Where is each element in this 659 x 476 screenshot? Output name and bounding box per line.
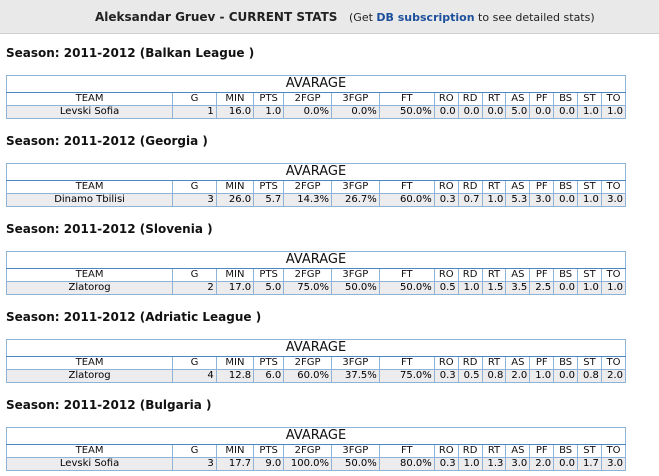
column-header: 3FGP bbox=[332, 445, 380, 458]
column-header: ST bbox=[578, 93, 602, 106]
stat-cell: 3.0 bbox=[506, 458, 530, 471]
column-header: TO bbox=[601, 445, 625, 458]
column-header: BS bbox=[554, 181, 578, 194]
stat-cell: 16.0 bbox=[216, 106, 253, 119]
table-caption: AVARAGE bbox=[7, 76, 626, 93]
column-header: AS bbox=[506, 93, 530, 106]
column-header: BS bbox=[554, 93, 578, 106]
team-cell: Zlatorog bbox=[7, 370, 173, 383]
column-header: AS bbox=[506, 269, 530, 282]
season-title: Season: 2011-2012 (Slovenia ) bbox=[6, 222, 213, 236]
table-header-row bbox=[7, 181, 626, 194]
note-prefix: (Get bbox=[349, 11, 377, 24]
column-header: 2FGP bbox=[284, 93, 332, 106]
column-header: RO bbox=[434, 269, 458, 282]
stat-cell: 0.0 bbox=[554, 194, 578, 207]
column-header: FT bbox=[379, 357, 434, 370]
column-header: PTS bbox=[254, 445, 284, 458]
column-header: RT bbox=[482, 181, 506, 194]
stat-cell: 1.0 bbox=[482, 194, 506, 207]
stat-cell: 9.0 bbox=[254, 458, 284, 471]
stat-cell: 3 bbox=[173, 458, 217, 471]
column-header: RO bbox=[434, 357, 458, 370]
column-header: MIN bbox=[216, 181, 253, 194]
stats-table bbox=[6, 163, 626, 207]
stat-cell: 50.0% bbox=[379, 282, 434, 295]
column-header: G bbox=[173, 357, 217, 370]
stat-cell: 3.0 bbox=[601, 458, 625, 471]
team-cell: Levski Sofia bbox=[7, 106, 173, 119]
column-header: PF bbox=[530, 357, 554, 370]
column-header: TEAM bbox=[7, 269, 173, 282]
column-header: ST bbox=[578, 269, 602, 282]
stat-cell: 2.0 bbox=[506, 370, 530, 383]
stats-table bbox=[6, 251, 626, 295]
note-suffix: to see detailed stats) bbox=[474, 11, 595, 24]
stat-cell: 0.0% bbox=[284, 106, 332, 119]
column-header: PF bbox=[530, 269, 554, 282]
column-header: PF bbox=[530, 181, 554, 194]
table-caption: AVARAGE bbox=[7, 428, 626, 445]
stat-cell: 17.7 bbox=[216, 458, 253, 471]
stat-cell: 5.0 bbox=[254, 282, 284, 295]
column-header: RD bbox=[458, 445, 482, 458]
column-header: 3FGP bbox=[332, 269, 380, 282]
db-subscription-link[interactable]: DB subscription bbox=[376, 11, 475, 24]
column-header: RT bbox=[482, 445, 506, 458]
column-header: MIN bbox=[216, 93, 253, 106]
column-header: AS bbox=[506, 357, 530, 370]
table-header-row bbox=[7, 357, 626, 370]
table-header-row bbox=[7, 445, 626, 458]
stat-cell: 4 bbox=[173, 370, 217, 383]
column-header: TEAM bbox=[7, 93, 173, 106]
column-header: PF bbox=[530, 445, 554, 458]
stat-cell: 14.3% bbox=[284, 194, 332, 207]
stat-cell: 5.3 bbox=[506, 194, 530, 207]
column-header: 3FGP bbox=[332, 181, 380, 194]
stat-cell: 1.0 bbox=[578, 106, 602, 119]
stat-cell: 3.0 bbox=[601, 194, 625, 207]
column-header: PTS bbox=[254, 357, 284, 370]
stat-cell: 75.0% bbox=[379, 370, 434, 383]
team-cell: Levski Sofia bbox=[7, 458, 173, 471]
stat-cell: 1.0 bbox=[578, 282, 602, 295]
column-header: RT bbox=[482, 269, 506, 282]
column-header: ST bbox=[578, 445, 602, 458]
stat-cell: 0.5 bbox=[458, 370, 482, 383]
column-header: FT bbox=[379, 445, 434, 458]
column-header: RD bbox=[458, 357, 482, 370]
table-header-row bbox=[7, 269, 626, 282]
column-header: FT bbox=[379, 269, 434, 282]
stat-cell: 2.5 bbox=[530, 282, 554, 295]
column-header: RD bbox=[458, 269, 482, 282]
column-header: BS bbox=[554, 445, 578, 458]
column-header: TEAM bbox=[7, 357, 173, 370]
subscription-note bbox=[349, 11, 595, 24]
column-header: RT bbox=[482, 357, 506, 370]
stat-cell: 0.0 bbox=[530, 106, 554, 119]
column-header: BS bbox=[554, 357, 578, 370]
column-header: TO bbox=[601, 357, 625, 370]
column-header: MIN bbox=[216, 445, 253, 458]
column-header: FT bbox=[379, 181, 434, 194]
stat-cell: 1.0 bbox=[601, 282, 625, 295]
stat-cell: 17.0 bbox=[216, 282, 253, 295]
column-header: ST bbox=[578, 181, 602, 194]
page-title: Aleksandar Gruev - CURRENT STATS bbox=[95, 10, 338, 24]
stat-cell: 1.0 bbox=[601, 106, 625, 119]
stat-cell: 0.0 bbox=[554, 106, 578, 119]
table-row bbox=[7, 370, 626, 383]
stat-cell: 1.5 bbox=[482, 282, 506, 295]
season-title: Season: 2011-2012 (Bulgaria ) bbox=[6, 398, 212, 412]
column-header: AS bbox=[506, 445, 530, 458]
page-header bbox=[0, 0, 659, 34]
stat-cell: 1.0 bbox=[530, 370, 554, 383]
stats-table bbox=[6, 75, 626, 119]
column-header: RO bbox=[434, 181, 458, 194]
season-title: Season: 2011-2012 (Georgia ) bbox=[6, 134, 208, 148]
stats-table bbox=[6, 427, 626, 471]
column-header: G bbox=[173, 93, 217, 106]
column-header: TO bbox=[601, 93, 625, 106]
stat-cell: 0.0% bbox=[332, 106, 380, 119]
column-header: 2FGP bbox=[284, 357, 332, 370]
stat-cell: 1.0 bbox=[458, 458, 482, 471]
stat-cell: 50.0% bbox=[332, 282, 380, 295]
column-header: TO bbox=[601, 269, 625, 282]
column-header: FT bbox=[379, 93, 434, 106]
stat-cell: 0.3 bbox=[434, 370, 458, 383]
team-cell: Zlatorog bbox=[7, 282, 173, 295]
stat-cell: 0.0 bbox=[554, 458, 578, 471]
column-header: G bbox=[173, 445, 217, 458]
stat-cell: 1.0 bbox=[458, 282, 482, 295]
column-header: AS bbox=[506, 181, 530, 194]
stat-cell: 37.5% bbox=[332, 370, 380, 383]
table-row bbox=[7, 106, 626, 119]
stat-cell: 60.0% bbox=[379, 194, 434, 207]
column-header: 2FGP bbox=[284, 181, 332, 194]
table-caption: AVARAGE bbox=[7, 164, 626, 181]
column-header: RO bbox=[434, 445, 458, 458]
stat-cell: 5.7 bbox=[254, 194, 284, 207]
stat-cell: 80.0% bbox=[379, 458, 434, 471]
stat-cell: 26.0 bbox=[216, 194, 253, 207]
stat-cell: 0.0 bbox=[554, 370, 578, 383]
column-header: PTS bbox=[254, 269, 284, 282]
stat-cell: 0.8 bbox=[578, 370, 602, 383]
stat-cell: 3.5 bbox=[506, 282, 530, 295]
stat-cell: 0.0 bbox=[482, 106, 506, 119]
stat-cell: 26.7% bbox=[332, 194, 380, 207]
stat-cell: 1.7 bbox=[578, 458, 602, 471]
team-cell: Dinamo Tbilisi bbox=[7, 194, 173, 207]
stat-cell: 0.8 bbox=[482, 370, 506, 383]
stat-cell: 0.5 bbox=[434, 282, 458, 295]
stat-cell: 1.3 bbox=[482, 458, 506, 471]
column-header: PTS bbox=[254, 181, 284, 194]
stat-cell: 6.0 bbox=[254, 370, 284, 383]
stat-cell: 3.0 bbox=[530, 194, 554, 207]
table-row bbox=[7, 458, 626, 471]
column-header: MIN bbox=[216, 269, 253, 282]
column-header: 3FGP bbox=[332, 357, 380, 370]
stat-cell: 5.0 bbox=[506, 106, 530, 119]
season-title: Season: 2011-2012 (Balkan League ) bbox=[6, 46, 255, 60]
column-header: PTS bbox=[254, 93, 284, 106]
stat-cell: 1.0 bbox=[578, 194, 602, 207]
column-header: G bbox=[173, 181, 217, 194]
stat-cell: 12.8 bbox=[216, 370, 253, 383]
column-header: PF bbox=[530, 93, 554, 106]
stat-cell: 2.0 bbox=[530, 458, 554, 471]
stat-cell: 100.0% bbox=[284, 458, 332, 471]
column-header: 3FGP bbox=[332, 93, 380, 106]
table-row bbox=[7, 282, 626, 295]
column-header: 2FGP bbox=[284, 445, 332, 458]
column-header: RO bbox=[434, 93, 458, 106]
column-header: G bbox=[173, 269, 217, 282]
column-header: MIN bbox=[216, 357, 253, 370]
stat-cell: 2 bbox=[173, 282, 217, 295]
column-header: RD bbox=[458, 181, 482, 194]
stat-cell: 3 bbox=[173, 194, 217, 207]
column-header: BS bbox=[554, 269, 578, 282]
column-header: ST bbox=[578, 357, 602, 370]
column-header: RT bbox=[482, 93, 506, 106]
table-caption: AVARAGE bbox=[7, 252, 626, 269]
stat-cell: 1.0 bbox=[254, 106, 284, 119]
stat-cell: 0.3 bbox=[434, 194, 458, 207]
table-caption: AVARAGE bbox=[7, 340, 626, 357]
stat-cell: 0.7 bbox=[458, 194, 482, 207]
stat-cell: 60.0% bbox=[284, 370, 332, 383]
stat-cell: 50.0% bbox=[379, 106, 434, 119]
column-header: TO bbox=[601, 181, 625, 194]
stat-cell: 0.3 bbox=[434, 458, 458, 471]
season-title: Season: 2011-2012 (Adriatic League ) bbox=[6, 310, 262, 324]
stat-cell: 0.0 bbox=[554, 282, 578, 295]
column-header: 2FGP bbox=[284, 269, 332, 282]
table-header-row bbox=[7, 93, 626, 106]
stat-cell: 0.0 bbox=[458, 106, 482, 119]
stat-cell: 0.0 bbox=[434, 106, 458, 119]
stat-cell: 75.0% bbox=[284, 282, 332, 295]
stats-table bbox=[6, 339, 626, 383]
column-header: TEAM bbox=[7, 445, 173, 458]
table-row bbox=[7, 194, 626, 207]
stat-cell: 1 bbox=[173, 106, 217, 119]
stat-cell: 2.0 bbox=[601, 370, 625, 383]
column-header: TEAM bbox=[7, 181, 173, 194]
column-header: RD bbox=[458, 93, 482, 106]
stat-cell: 50.0% bbox=[332, 458, 380, 471]
